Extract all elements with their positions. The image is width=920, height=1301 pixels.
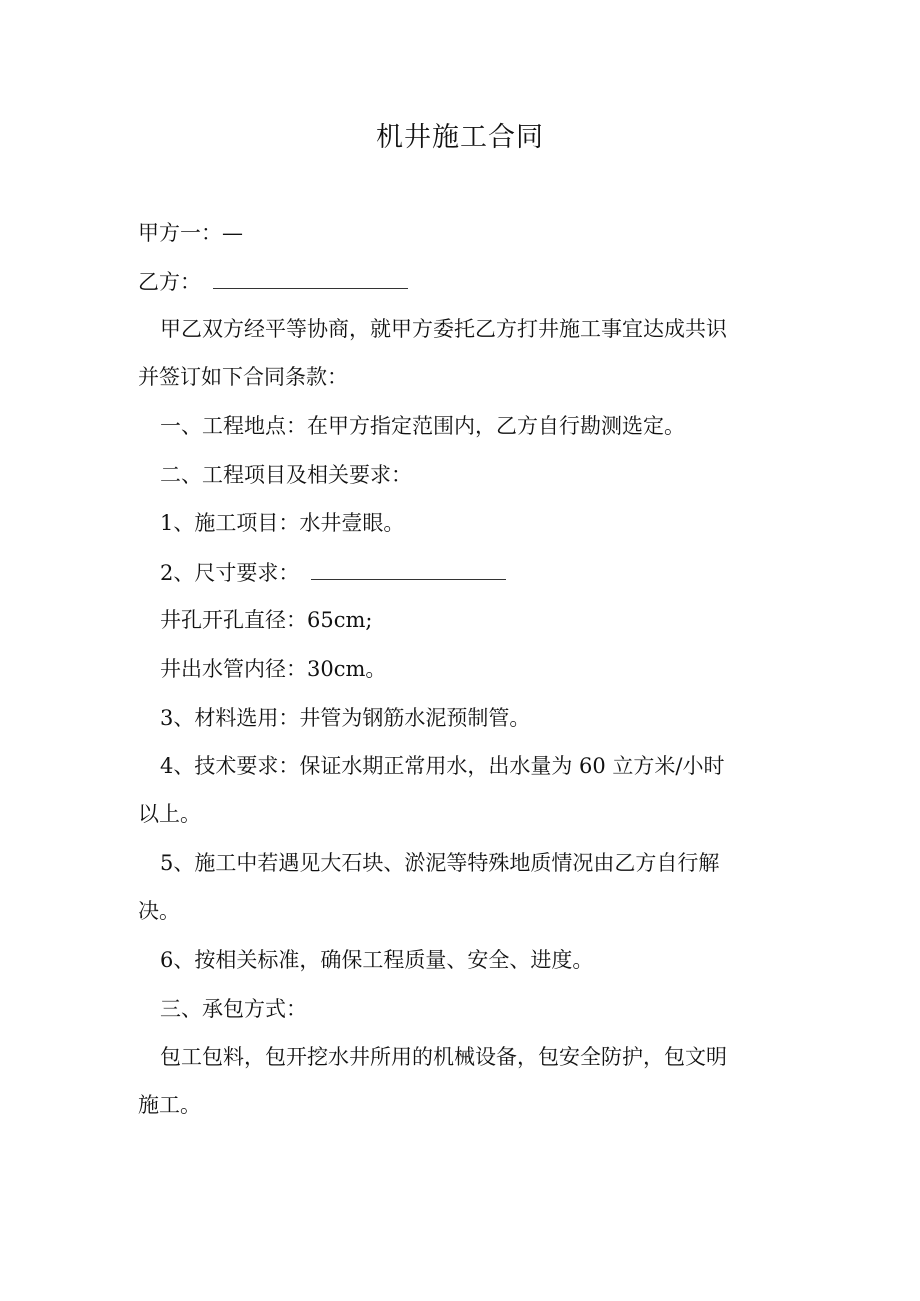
intro-line-1: 甲乙双方经平等协商，就甲方委托乙方打井施工事宜达成共识 xyxy=(160,317,727,341)
item-5-line-2: 决。 xyxy=(138,899,180,923)
party-a-label: 甲方一：— xyxy=(138,221,243,245)
section-3: 三、承包方式： xyxy=(160,997,307,1021)
item-4-line-2: 以上。 xyxy=(138,802,201,826)
contract-line-1: 包工包料，包开挖水井所用的机械设备，包安全防护，包文明 xyxy=(160,1045,727,1069)
item-2-diameter: 井孔开孔直径：65cm; xyxy=(160,608,373,632)
party-b-line xyxy=(138,266,758,297)
item-1: 1、施工项目：水井壹眼。 xyxy=(160,511,405,535)
section-2: 二、工程项目及相关要求： xyxy=(160,463,412,487)
party-b-label: 乙方： xyxy=(138,270,201,294)
intro-line-2: 并签订如下合同条款： xyxy=(138,365,348,389)
item-3: 3、材料选用：井管为钢筋水泥预制管。 xyxy=(160,706,531,730)
item-2-blank-field xyxy=(311,557,506,580)
party-b-blank-field xyxy=(213,266,408,289)
item-5-line-1: 5、施工中若遇见大石块、淤泥等特殊地质情况由乙方自行解 xyxy=(160,851,720,875)
document-title: 机井施工合同 xyxy=(376,122,544,153)
item-2-label: 2、尺寸要求： xyxy=(160,561,300,585)
item-2-pipe-diameter: 井出水管内径：30cm。 xyxy=(160,657,387,681)
section-1: 一、工程地点：在甲方指定范围内，乙方自行勘测选定。 xyxy=(160,414,685,438)
party-a-line xyxy=(138,218,758,248)
item-4-line-1: 4、技术要求：保证水期正常用水，出水量为 60 立方米/小时 xyxy=(160,754,725,778)
item-2-line xyxy=(160,557,780,588)
contract-line-2: 施工。 xyxy=(138,1093,201,1117)
item-6: 6、按相关标准，确保工程质量、安全、进度。 xyxy=(160,948,594,972)
